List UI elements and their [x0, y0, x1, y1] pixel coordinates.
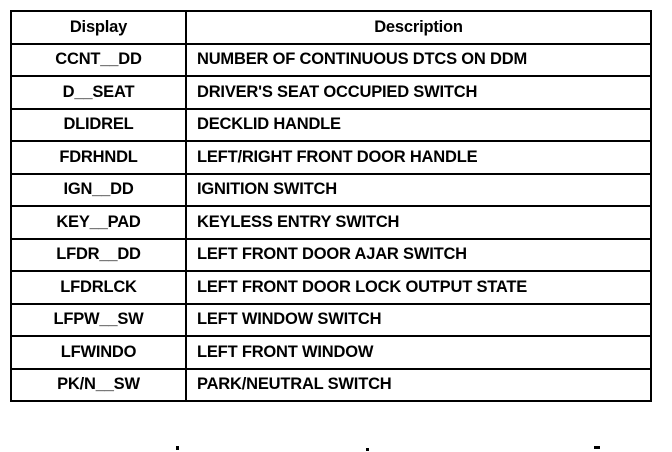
- description-cell: LEFT FRONT WINDOW: [186, 336, 651, 369]
- table-row: [11, 109, 651, 142]
- scan-artifact-mark: [366, 448, 369, 451]
- scan-artifact-mark: [176, 446, 179, 450]
- display-cell: LFPW__SW: [11, 304, 186, 337]
- display-description-table-container: [10, 10, 650, 402]
- display-cell: PK/N__SW: [11, 369, 186, 402]
- description-cell: DECKLID HANDLE: [186, 109, 651, 142]
- table-row: [11, 304, 651, 337]
- column-header-display: Display: [11, 11, 186, 44]
- description-cell: LEFT/RIGHT FRONT DOOR HANDLE: [186, 141, 651, 174]
- table-row: [11, 174, 651, 207]
- display-cell: IGN__DD: [11, 174, 186, 207]
- scan-artifact-mark: [594, 446, 600, 449]
- description-cell: DRIVER'S SEAT OCCUPIED SWITCH: [186, 76, 651, 109]
- description-cell: LEFT FRONT DOOR LOCK OUTPUT STATE: [186, 271, 651, 304]
- table-row: [11, 44, 651, 77]
- table-header-row: [11, 11, 651, 44]
- table-row: [11, 141, 651, 174]
- description-cell: LEFT WINDOW SWITCH: [186, 304, 651, 337]
- description-cell: IGNITION SWITCH: [186, 174, 651, 207]
- display-cell: KEY__PAD: [11, 206, 186, 239]
- column-header-description: Description: [186, 11, 651, 44]
- display-cell: FDRHNDL: [11, 141, 186, 174]
- display-cell: LFDRLCK: [11, 271, 186, 304]
- display-cell: CCNT__DD: [11, 44, 186, 77]
- display-cell: DLIDREL: [11, 109, 186, 142]
- display-cell: LFDR__DD: [11, 239, 186, 272]
- description-cell: KEYLESS ENTRY SWITCH: [186, 206, 651, 239]
- display-description-table: [10, 10, 652, 402]
- description-cell: PARK/NEUTRAL SWITCH: [186, 369, 651, 402]
- description-cell: LEFT FRONT DOOR AJAR SWITCH: [186, 239, 651, 272]
- description-cell: NUMBER OF CONTINUOUS DTCS ON DDM: [186, 44, 651, 77]
- display-cell: LFWINDO: [11, 336, 186, 369]
- table-row: [11, 206, 651, 239]
- table-row: [11, 239, 651, 272]
- table-row: [11, 76, 651, 109]
- table-row: [11, 369, 651, 402]
- table-row: [11, 271, 651, 304]
- table-row: [11, 336, 651, 369]
- display-cell: D__SEAT: [11, 76, 186, 109]
